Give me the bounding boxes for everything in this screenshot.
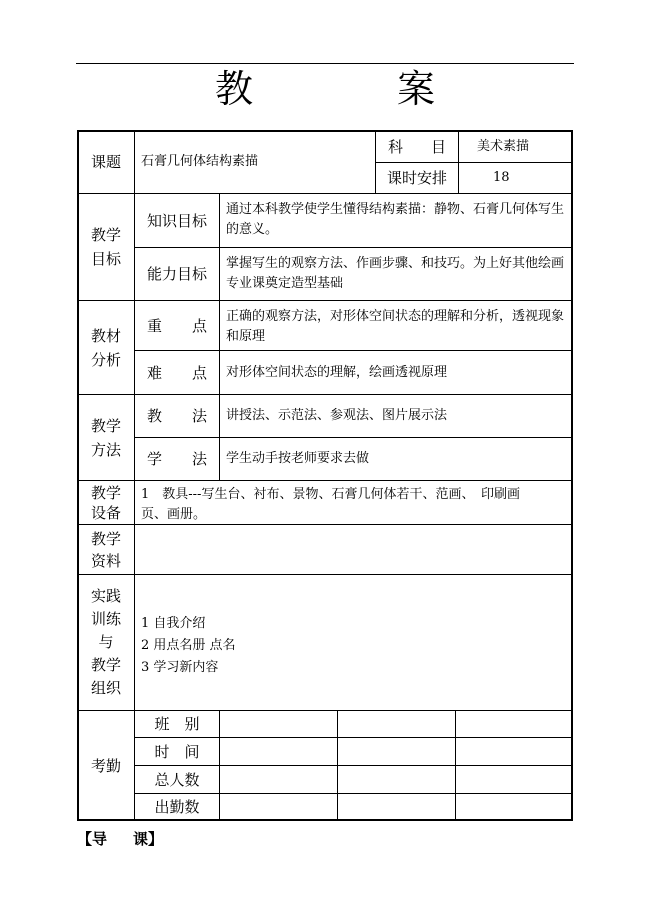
key-point-text: 正确的观察方法，对形体空间状态的理解和分析，透视现象和原理: [219, 300, 573, 351]
practice-content: [134, 574, 573, 711]
total-label: 总人数: [134, 765, 220, 794]
attendance-cell: [455, 765, 573, 794]
hours-value: 18: [458, 162, 573, 194]
difficulty-text: 对形体空间状态的理解，绘画透视原理: [219, 350, 573, 395]
footer-right: 课】: [133, 830, 164, 848]
key-point-label: [134, 300, 220, 351]
section-heading-intro: [77, 828, 163, 849]
difficulty-label-a: 难: [147, 363, 163, 382]
subject-label: [375, 130, 459, 163]
attendance-cell: [337, 765, 456, 794]
material-label: 教材 分析: [77, 300, 135, 395]
knowledge-label: 知识目标: [134, 193, 220, 248]
page-title: [0, 64, 650, 114]
subject-label-b: 目: [430, 137, 446, 156]
topic-value: 石膏几何体结构素描: [134, 130, 376, 194]
resources-text: [134, 524, 573, 575]
difficulty-label-b: 点: [191, 363, 207, 382]
ability-label: 能力目标: [134, 247, 220, 301]
learn-method-label: [134, 437, 220, 481]
topic-label: 课题: [77, 130, 135, 194]
difficulty-label: [134, 350, 220, 395]
title-right: 案: [397, 67, 436, 111]
ability-text: 掌握写生的观察方法、作画步骤、和技巧。为上好其他绘画专业课奠定造型基础: [219, 247, 573, 301]
teach-method-label: [134, 394, 220, 438]
learn-method-label-b: 法: [191, 450, 207, 468]
title-left: 教: [214, 67, 253, 111]
key-point-label-b: 点: [191, 316, 207, 335]
present-label: 出勤数: [134, 793, 220, 821]
hours-label: 课时安排: [375, 162, 459, 194]
teach-method-label-b: 法: [191, 407, 207, 425]
class-label: 班 别: [134, 710, 220, 738]
attendance-cell: [455, 737, 573, 766]
attendance-cell: [337, 710, 456, 738]
subject-label-a: 科: [388, 137, 404, 156]
goals-label: 教学 目标: [77, 193, 135, 301]
teach-method-text: 讲授法、示范法、参观法、图片展示法: [219, 394, 573, 438]
key-point-label-a: 重: [147, 316, 163, 335]
attendance-cell: [219, 737, 338, 766]
knowledge-text: 通过本科教学使学生懂得结构素描：静物、石膏几何体写生的意义。: [219, 193, 573, 248]
practice-item: 1 自我介绍: [141, 616, 206, 631]
attendance-label: 考勤: [77, 710, 135, 821]
learn-method-label-a: 学: [147, 450, 163, 468]
attendance-cell: [219, 793, 338, 821]
attendance-cell: [219, 710, 338, 738]
attendance-cell: [219, 765, 338, 794]
footer-left: 【导: [77, 830, 108, 848]
resources-label: 教学 资料: [77, 524, 135, 575]
practice-item: 2 用点名册 点名: [141, 638, 236, 653]
teach-method-label-a: 教: [147, 407, 163, 425]
methods-label: 教学 方法: [77, 394, 135, 481]
equipment-label: 教学 设备: [77, 480, 135, 525]
attendance-cell: [337, 737, 456, 766]
practice-item: 3 学习新内容: [141, 660, 219, 675]
attendance-cell: [455, 793, 573, 821]
practice-label: 实践 训练 与 教学 组织: [77, 574, 135, 711]
attendance-cell: [455, 710, 573, 738]
attendance-cell: [337, 793, 456, 821]
time-label: 时 间: [134, 737, 220, 766]
equipment-text: 1 教具---写生台、衬布、景物、石膏几何体若干、范画、 印刷画页、画册。: [134, 480, 573, 525]
subject-value: 美术素描: [458, 130, 573, 163]
learn-method-text: 学生动手按老师要求去做: [219, 437, 573, 481]
